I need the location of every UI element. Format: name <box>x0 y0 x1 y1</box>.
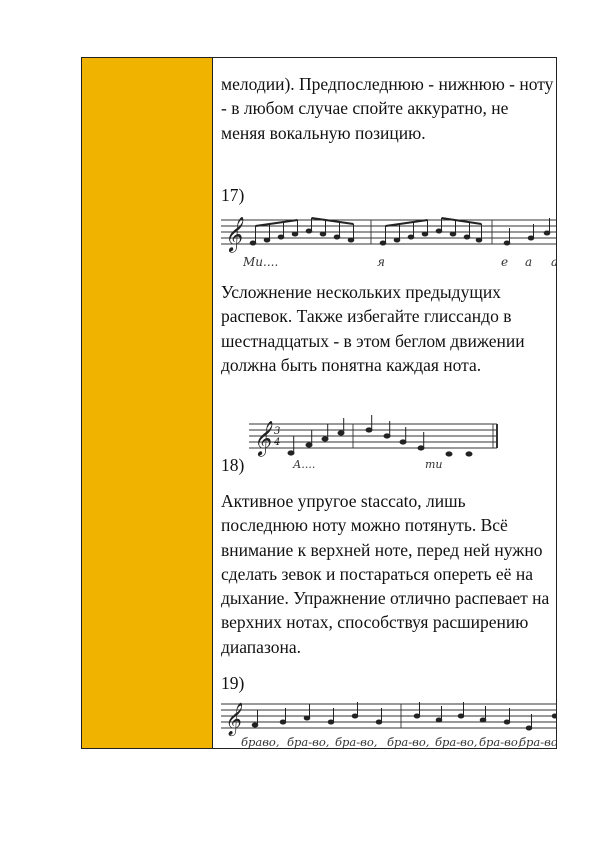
svg-text:𝄞: 𝄞 <box>253 421 271 456</box>
svg-text:4: 4 <box>274 437 281 448</box>
exercise-19-number: 19) <box>221 673 245 693</box>
exercise-19-lyric: бра-во, <box>479 735 522 749</box>
exercise-19-music-staff <box>221 694 563 749</box>
exercise-18-lyric: А.... <box>293 458 316 471</box>
exercise-17-lyric: а <box>525 255 533 269</box>
exercise-17-lyric: е <box>501 255 509 269</box>
exercise-19-lyric: бра-во, <box>287 735 330 749</box>
exercise-19-lyric: бра-во! <box>519 735 563 749</box>
table-left-column <box>82 58 213 748</box>
svg-text:𝄞: 𝄞 <box>224 217 242 252</box>
exercise-17-music-staff <box>221 206 559 272</box>
exercise-19-lyric: бра-во, <box>435 735 478 749</box>
exercise-17-number: 17) <box>221 185 245 205</box>
exercise-19-lyric: бра-во, <box>387 735 430 749</box>
exercise-table <box>81 57 563 749</box>
exercise-18-music-staff <box>249 410 501 476</box>
exercise-17-lyric: Ми.... <box>243 255 279 269</box>
exercise-17-lyric: а <box>551 255 559 269</box>
paragraph-complication: Усложнение нескольких предыдущих распевок. Также избегайте глиссандо в шестнадцатых - в этом беглом движении должна быть понятна каждая нота. <box>221 282 525 375</box>
paragraph-melody: мелодии). Предпоследнюю - нижнюю - ноту - в любом случае спойте аккуратно, не меняя вокальную позицию. <box>221 74 554 143</box>
exercise-17-lyric: я <box>377 255 385 269</box>
table-right-column <box>213 58 563 749</box>
exercise-18-number: 18) <box>221 455 245 475</box>
svg-text:3: 3 <box>274 426 281 437</box>
exercise-19-lyric: браво, <box>241 735 280 749</box>
svg-text:𝄞: 𝄞 <box>224 702 241 735</box>
exercise-19-lyric: бра-во, <box>335 735 378 749</box>
paragraph-staccato: Активное упругое staccato, лишь последнюю ноту можно потянуть. Всё внимание к верхней ноте, перед ней нужно сделать зевок и постараться опереть её на дыхание. Упражнение отлично распевает на верхних нотах, способствуя расширению диапазона. <box>221 491 550 657</box>
exercise-18-lyric: ти <box>425 458 443 471</box>
